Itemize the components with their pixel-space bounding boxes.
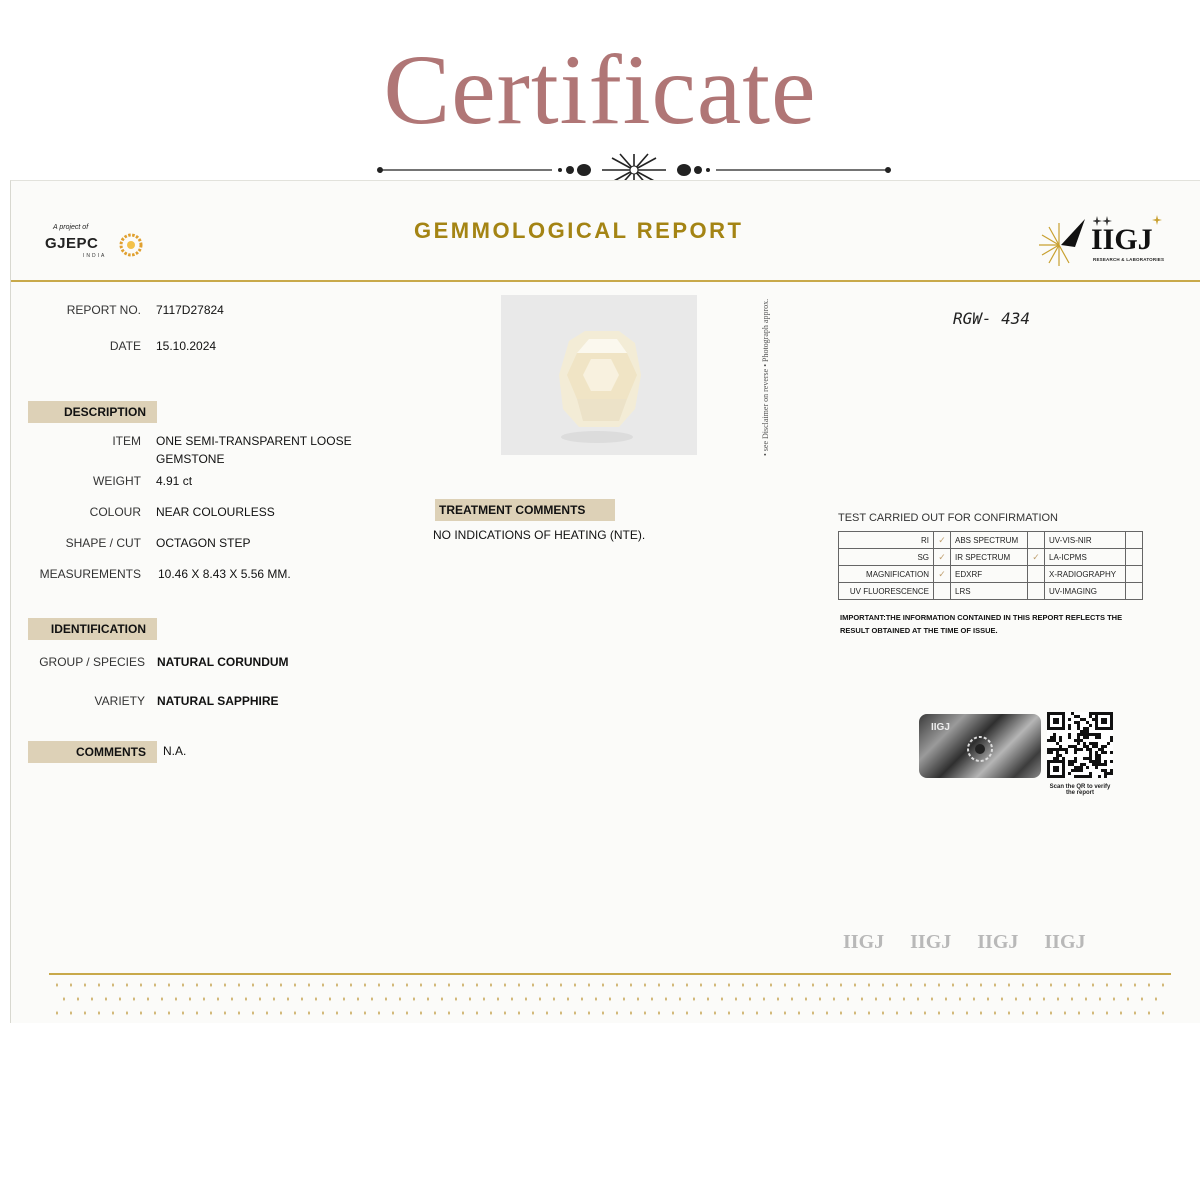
check-icon: ✓ bbox=[934, 532, 951, 549]
variety-value: NATURAL SAPPHIRE bbox=[157, 694, 279, 708]
report-title: GEMMOLOGICAL REPORT bbox=[414, 218, 744, 243]
test-cell: X-RADIOGRAPHY bbox=[1045, 566, 1126, 583]
test-cell: RI bbox=[839, 532, 934, 549]
qr-code[interactable] bbox=[1047, 712, 1113, 778]
weight-value: 4.91 ct bbox=[156, 474, 193, 488]
gjepc-country-text: INDIA bbox=[83, 253, 107, 259]
tests-row bbox=[839, 532, 1143, 549]
check-icon bbox=[1126, 583, 1143, 600]
tests-row bbox=[839, 566, 1143, 583]
treatment-heading: TREATMENT COMMENTS bbox=[435, 499, 615, 521]
gemstone-photo bbox=[501, 295, 697, 455]
hologram-seal bbox=[919, 714, 1041, 778]
iigj-logo-text: IIGJ bbox=[1091, 223, 1153, 256]
item-value-line2: GEMSTONE bbox=[156, 452, 225, 466]
tests-row bbox=[839, 583, 1143, 600]
iigj-watermark: IIGJ bbox=[910, 931, 952, 953]
group-label: GROUP / SPECIES bbox=[39, 655, 145, 669]
measurements-value: 10.46 X 8.43 X 5.56 MM. bbox=[158, 567, 291, 581]
important-label: IMPORTANT: bbox=[840, 613, 886, 622]
tests-row bbox=[839, 549, 1143, 566]
check-icon bbox=[1028, 566, 1045, 583]
measurements-label: MEASUREMENTS bbox=[39, 567, 141, 581]
report-no-label: REPORT NO. bbox=[66, 303, 141, 317]
important-note bbox=[840, 611, 1130, 637]
qr-caption: Scan the QR to verify the report bbox=[1049, 784, 1111, 796]
iigj-watermark: IIGJ bbox=[1044, 931, 1086, 953]
footer-rule bbox=[49, 973, 1171, 975]
comments-value: N.A. bbox=[163, 744, 187, 758]
check-icon bbox=[1028, 532, 1045, 549]
test-cell: LA-ICPMS bbox=[1045, 549, 1126, 566]
gjepc-project-text: A project of bbox=[53, 224, 89, 231]
hologram-iigj-text: IIGJ bbox=[931, 722, 950, 733]
check-icon bbox=[1126, 532, 1143, 549]
iigj-watermark: IIGJ bbox=[843, 931, 885, 953]
check-icon: ✓ bbox=[934, 549, 951, 566]
banner-title: Certificate bbox=[383, 34, 817, 145]
sapphire-image bbox=[501, 295, 697, 455]
check-icon bbox=[1126, 566, 1143, 583]
check-icon: ✓ bbox=[1028, 549, 1045, 566]
test-cell: UV-VIS-NIR bbox=[1045, 532, 1126, 549]
test-cell: MAGNIFICATION bbox=[839, 566, 934, 583]
colour-label: COLOUR bbox=[89, 505, 141, 519]
iigj-sunburst-icon bbox=[1037, 217, 1089, 267]
tests-heading: TEST CARRIED OUT FOR CONFIRMATION bbox=[838, 512, 1059, 524]
shape-label: SHAPE / CUT bbox=[65, 536, 141, 550]
iigj-subtitle: RESEARCH & LABORATORIES bbox=[1093, 257, 1165, 262]
test-cell: IR SPECTRUM bbox=[951, 549, 1028, 566]
test-cell: SG bbox=[839, 549, 934, 566]
gjepc-emblem-icon bbox=[119, 233, 143, 257]
iigj-watermark: IIGJ bbox=[977, 931, 1019, 953]
report-no-value: 7117D27824 bbox=[156, 303, 224, 317]
date-label: DATE bbox=[109, 339, 141, 353]
group-value: NATURAL CORUNDUM bbox=[157, 655, 289, 669]
test-cell: LRS bbox=[951, 583, 1028, 600]
test-cell: UV FLUORESCENCE bbox=[839, 583, 934, 600]
hologram-emblem-icon bbox=[965, 734, 995, 764]
test-cell: ABS SPECTRUM bbox=[951, 532, 1028, 549]
certificate-card bbox=[10, 180, 1200, 1023]
test-cell: UV-IMAGING bbox=[1045, 583, 1126, 600]
comments-heading: COMMENTS bbox=[28, 741, 157, 763]
weight-label: WEIGHT bbox=[93, 474, 141, 488]
item-value-line1: ONE SEMI-TRANSPARENT LOOSE bbox=[156, 434, 352, 448]
header-rule bbox=[11, 280, 1200, 282]
date-value: 15.10.2024 bbox=[156, 339, 217, 353]
variety-label: VARIETY bbox=[94, 694, 145, 708]
important-text: THE INFORMATION CONTAINED IN THIS REPORT REFLECTS THE RESULT OBTAINED AT THE TIME OF ISSUE. bbox=[840, 613, 1123, 635]
shape-value: OCTAGON STEP bbox=[156, 536, 251, 550]
item-label: ITEM bbox=[112, 434, 141, 448]
test-cell: EDXRF bbox=[951, 566, 1028, 583]
colour-value: NEAR COLOURLESS bbox=[156, 505, 275, 519]
handwritten-reference: RGW- 434 bbox=[953, 309, 1031, 328]
gjepc-logo-text: GJEPC bbox=[45, 235, 99, 252]
tests-table bbox=[838, 531, 1143, 600]
check-icon bbox=[1028, 583, 1045, 600]
treatment-value: NO INDICATIONS OF HEATING (NTE). bbox=[433, 528, 646, 542]
photo-disclaimer: • see Disclaimer on reverse • Photograph approx. bbox=[761, 298, 770, 456]
description-heading: DESCRIPTION bbox=[28, 401, 157, 423]
check-icon bbox=[934, 583, 951, 600]
check-icon bbox=[1126, 549, 1143, 566]
check-icon: ✓ bbox=[934, 566, 951, 583]
footer-star-pattern bbox=[49, 979, 1171, 1021]
watermark-row bbox=[843, 931, 1086, 954]
identification-heading: IDENTIFICATION bbox=[28, 618, 157, 640]
